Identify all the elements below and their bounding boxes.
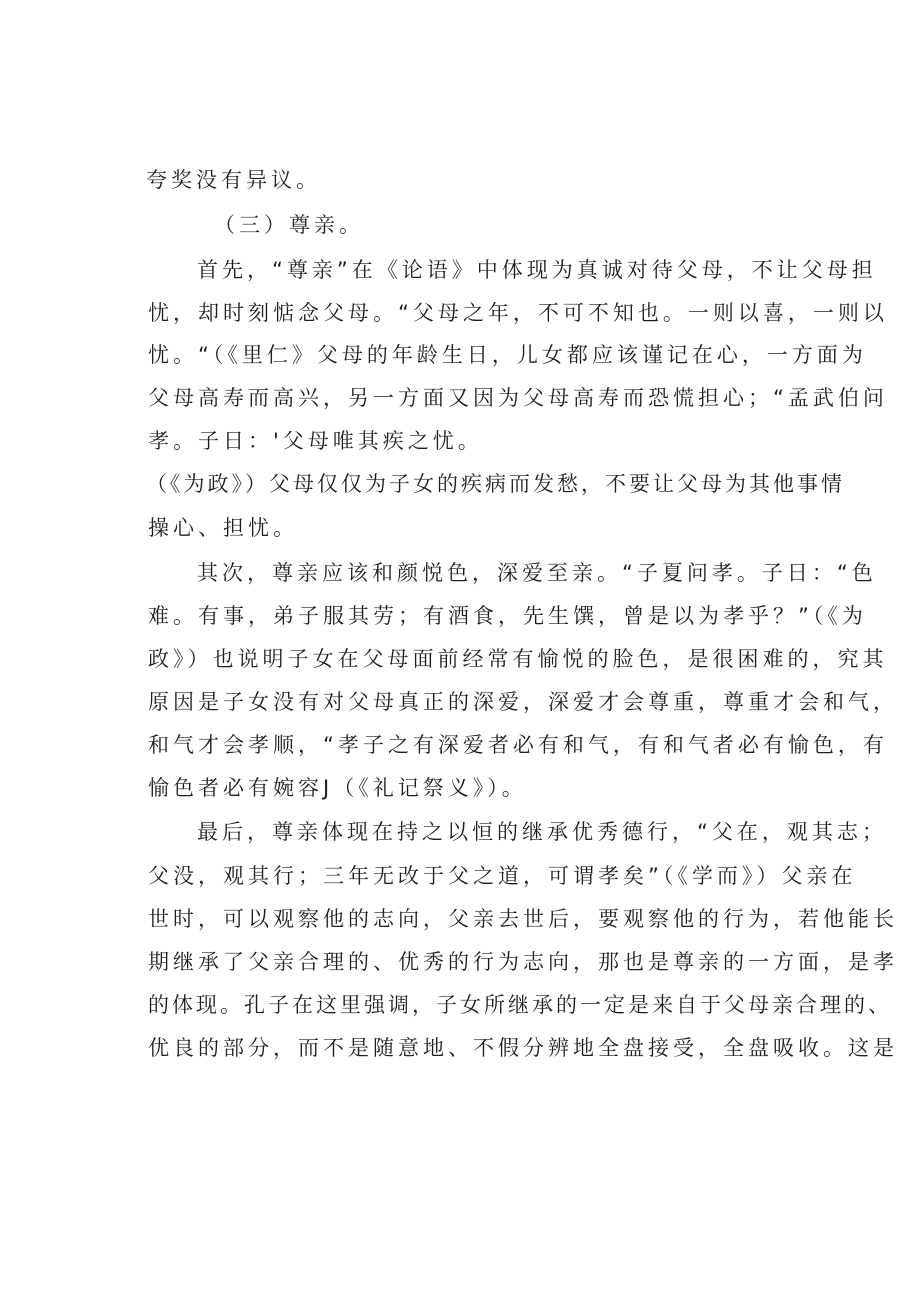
paragraph-line: 的体现。孔子在这里强调，子女所继承的一定是来自于父母亲合理的、 <box>148 993 892 1017</box>
paragraph-line: 孝。子日：'父母唯其疾之忧。 <box>148 429 483 453</box>
text-line: 夸奖没有异议。 <box>146 168 321 192</box>
paragraph-line: 优良的部分，而不是随意地、不假分辨地全盘接受，全盘吸收。这是 <box>148 1036 898 1060</box>
paragraph-line: 政》）也说明子女在父母面前经常有愉悦的脸色，是很困难的，究其 <box>148 647 888 671</box>
paragraph-line: 首先，“尊亲”在《论语》中体现为真诚对待父母，不让父母担 <box>197 258 877 282</box>
paragraph-line: 世时，可以观察他的志向，父亲去世后，要观察他的行为，若他能长 <box>148 907 898 931</box>
paragraph-line: 其次，尊亲应该和颜悦色，深爱至亲。“子夏问孝。子日：“色 <box>197 561 877 585</box>
paragraph-line: 父母高寿而高兴，另一方面又因为父母高寿而恐慌担心；“孟武伯问 <box>148 386 888 410</box>
paragraph-line: 忧。“（《里仁》父母的年龄生日，儿女都应该谨记在心，一方面为 <box>148 343 867 367</box>
paragraph-line: 操心、担忧。 <box>148 516 298 540</box>
section-heading: （三）尊亲。 <box>214 213 364 237</box>
paragraph-line: 原因是子女没有对父母真正的深爱，深爱才会尊重，尊重才会和气， <box>148 690 898 714</box>
paragraph-line: 最后，尊亲体现在持之以恒的继承优秀德行，“父在，观其志； <box>197 820 887 844</box>
paragraph-line: 忧，却时刻惦念父母。“父母之年，不可不知也。一则以喜，一则以 <box>148 301 888 325</box>
paragraph-line: 难。有事，弟子服其劳；有酒食，先生馔，曾是以为孝乎？”（《为 <box>148 604 867 628</box>
paragraph-line: 愉色者必有婉容J（《礼记祭义》）。 <box>148 776 527 800</box>
paragraph-line: 期继承了父亲合理的、优秀的行为志向，那也是尊亲的一方面，是孝 <box>148 950 898 974</box>
paragraph-line: 和气才会孝顺，“孝子之有深爱者必有和气，有和气者必有愉色，有 <box>148 733 888 757</box>
paragraph-line: （《为政》）父母仅仅为子女的疾病而发愁，不要让父母为其他事情 <box>146 472 845 496</box>
paragraph-line: 父没，观其行；三年无改于父之道，可谓孝矣”（《学而》）父亲在 <box>148 864 857 888</box>
